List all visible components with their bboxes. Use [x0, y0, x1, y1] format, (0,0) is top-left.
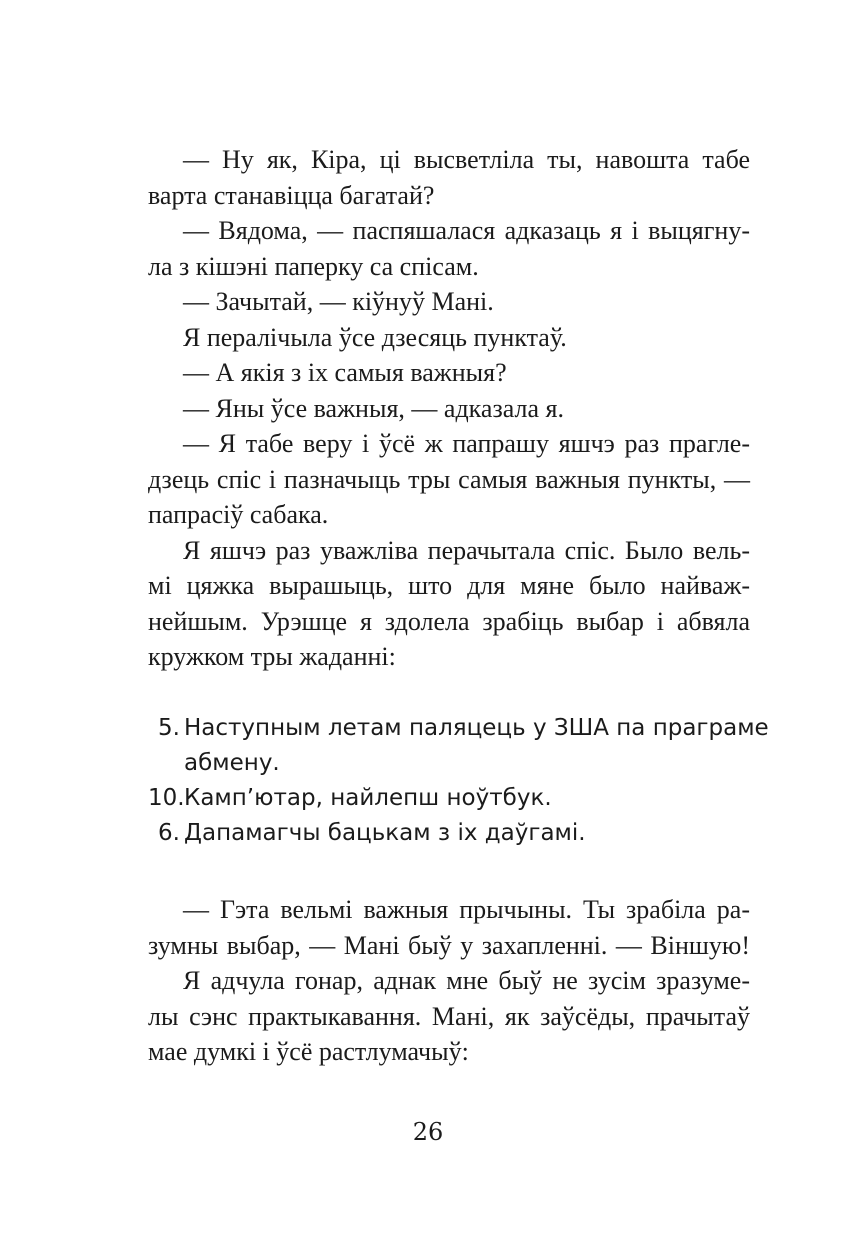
text-line: варта станавіцца багатай?: [148, 180, 435, 210]
text-line: мі цяжка вырашыць, што для мяне было найваж-: [148, 571, 750, 600]
text-line: — Зачытай, — кіўнуў Мані.: [183, 287, 494, 316]
text-line: — Ну як, Кіра, ці высветліла ты, навошта табе: [183, 145, 750, 174]
text-line: нейшым. Урэшце я здолела зрабіць выбар і абвяла: [148, 606, 750, 636]
text-line: лы сэнс практыкавання. Мані, як заўсёды, прачытаў: [148, 1001, 750, 1031]
list-item-text: абмену.: [184, 750, 280, 776]
text-line: дзець спіс і пазначыць тры самыя важныя пункты, —: [148, 464, 750, 494]
text-line: мае думкі і ўсё растлумачыў:: [148, 1037, 469, 1066]
text-line: Я пералічыла ўсе дзесяць пунктаў.: [183, 322, 567, 352]
text-line: — Вядома, — паспяшалася адказаць я і выцягну-: [183, 216, 750, 245]
text-line: Я яшчэ раз уважліва перачытала спіс. Было вель-: [183, 535, 750, 565]
wish-list: [148, 711, 769, 851]
list-item: [148, 816, 750, 851]
page-number: 26: [412, 1118, 444, 1146]
text-line: — А якія з іх самыя важныя?: [183, 358, 507, 387]
list-item: [148, 711, 769, 781]
text-line: папрасіў сабака.: [148, 500, 329, 529]
text-line: Я адчула гонар, аднак мне быў не зусім зразуме-: [183, 966, 750, 995]
list-item-number: 10.: [148, 785, 185, 811]
list-item-text: Наступным летам паляцець у ЗША па праграме: [184, 715, 769, 741]
text-line: — Яны ўсе важныя, — адказала я.: [183, 393, 564, 423]
text-line: зумны выбар, — Мані быў у захапленні. — Віншую!: [148, 930, 750, 960]
list-item-number: 6.: [158, 820, 180, 846]
story-text-top: [148, 142, 750, 675]
list-item-text: Камп’ютар, найлепш ноўтбук.: [184, 785, 552, 811]
text-line: ла з кішэні паперку са спісам.: [148, 251, 479, 281]
list-item: [148, 781, 750, 816]
text-line: — Я табе веру і ўсё ж папрашу яшчэ раз прагле-: [183, 429, 750, 458]
list-item-text: Дапамагчы бацькам з іх даўгамі.: [184, 820, 586, 846]
text-line: — Гэта вельмі важныя прычыны. Ты зрабіла ра-: [183, 895, 750, 924]
list-item-number: 5.: [158, 715, 180, 741]
text-line: кружком тры жаданні:: [148, 642, 396, 671]
story-text-bottom: [148, 892, 750, 1070]
